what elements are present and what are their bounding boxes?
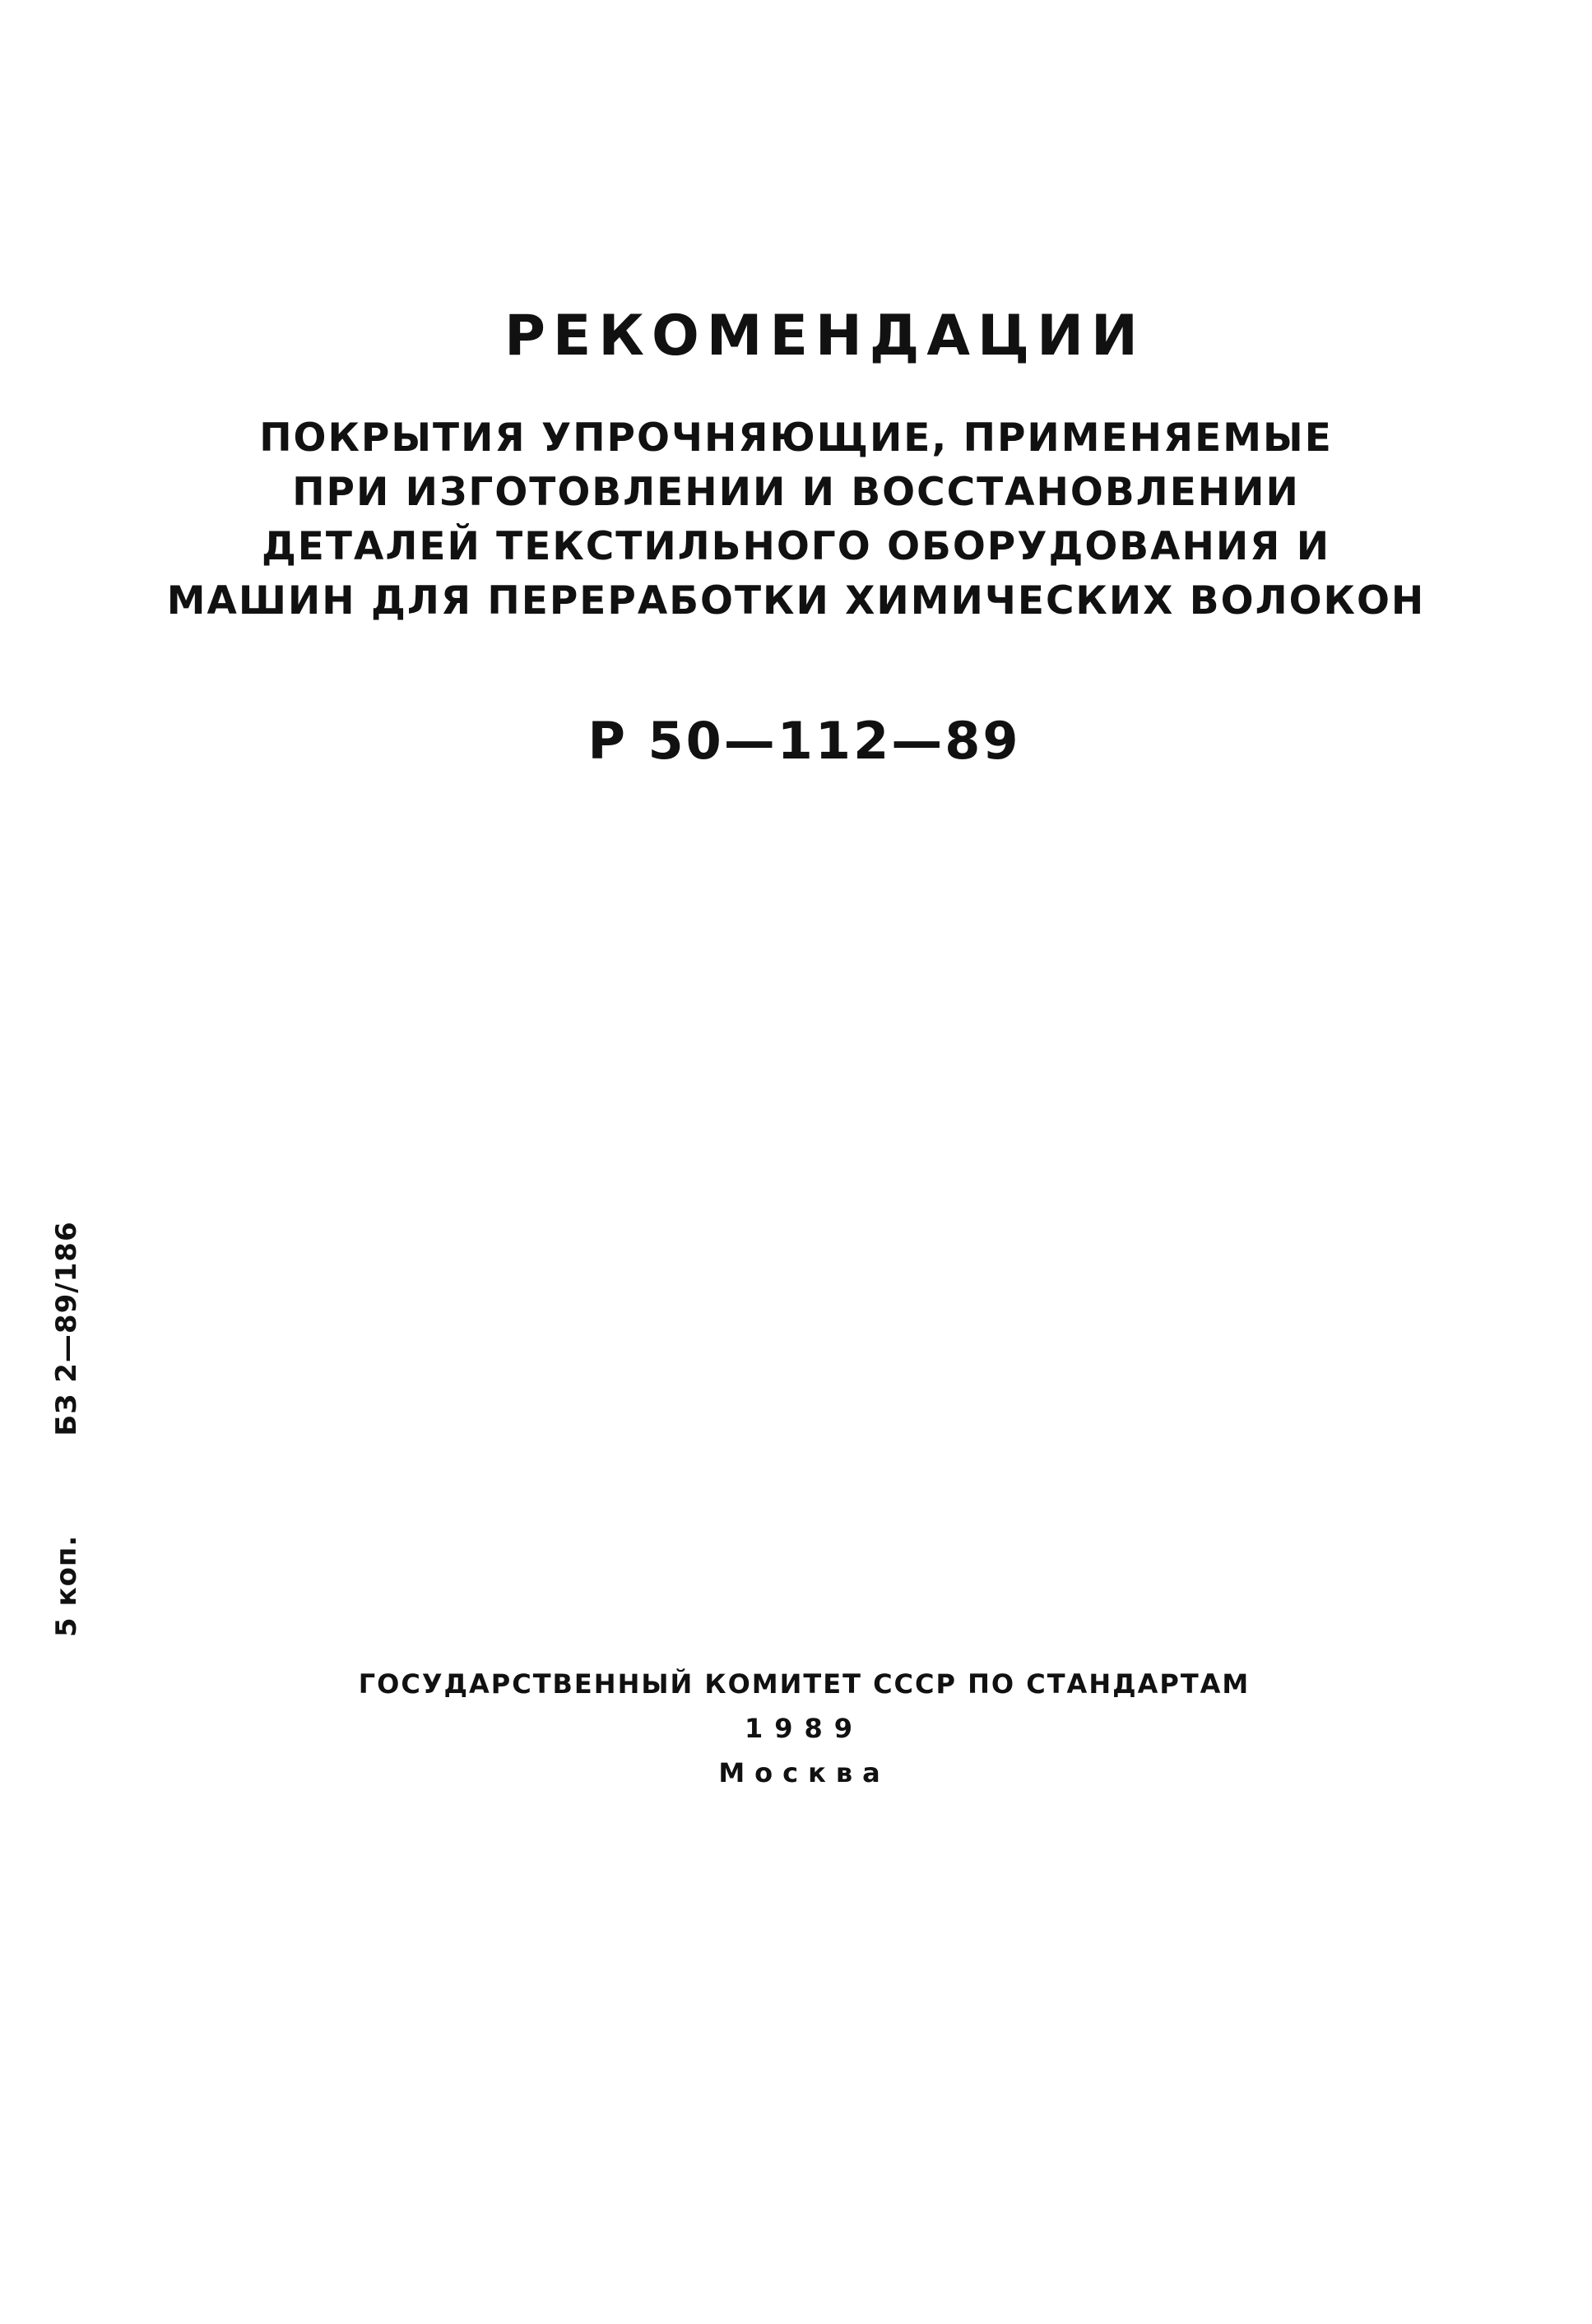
publisher-block xyxy=(0,1662,1592,1795)
title-line: ПРИ ИЗГОТОВЛЕНИИ И ВОССТАНОВЛЕНИИ xyxy=(292,470,1300,515)
title-line: МАШИН ДЛЯ ПЕРЕРАБОТКИ ХИМИЧЕСКИХ ВОЛОКОН xyxy=(166,578,1426,624)
publisher-organization: ГОСУДАРСТВЕННЫЙ КОМИТЕТ СССР ПО СТАНДАРТАМ xyxy=(358,1668,1251,1700)
publication-city: Москва xyxy=(718,1757,890,1788)
title-line: ДЕТАЛЕЙ ТЕКСТИЛЬНОГО ОБОРУДОВАНИЯ И xyxy=(261,524,1331,569)
side-margin-text xyxy=(50,1221,83,1637)
document-type-heading: РЕКОМЕНДАЦИИ xyxy=(504,304,1145,369)
price-label: 5 коп. xyxy=(50,1534,83,1637)
print-order-code: БЗ 2—89/186 xyxy=(50,1221,83,1436)
document-title xyxy=(0,411,1592,629)
publication-year: 1989 xyxy=(744,1713,865,1744)
title-line: ПОКРЫТИЯ УПРОЧНЯЮЩИЕ, ПРИМЕНЯЕМЫЕ xyxy=(259,415,1333,461)
document-designation: Р 50—112—89 xyxy=(587,711,1021,771)
